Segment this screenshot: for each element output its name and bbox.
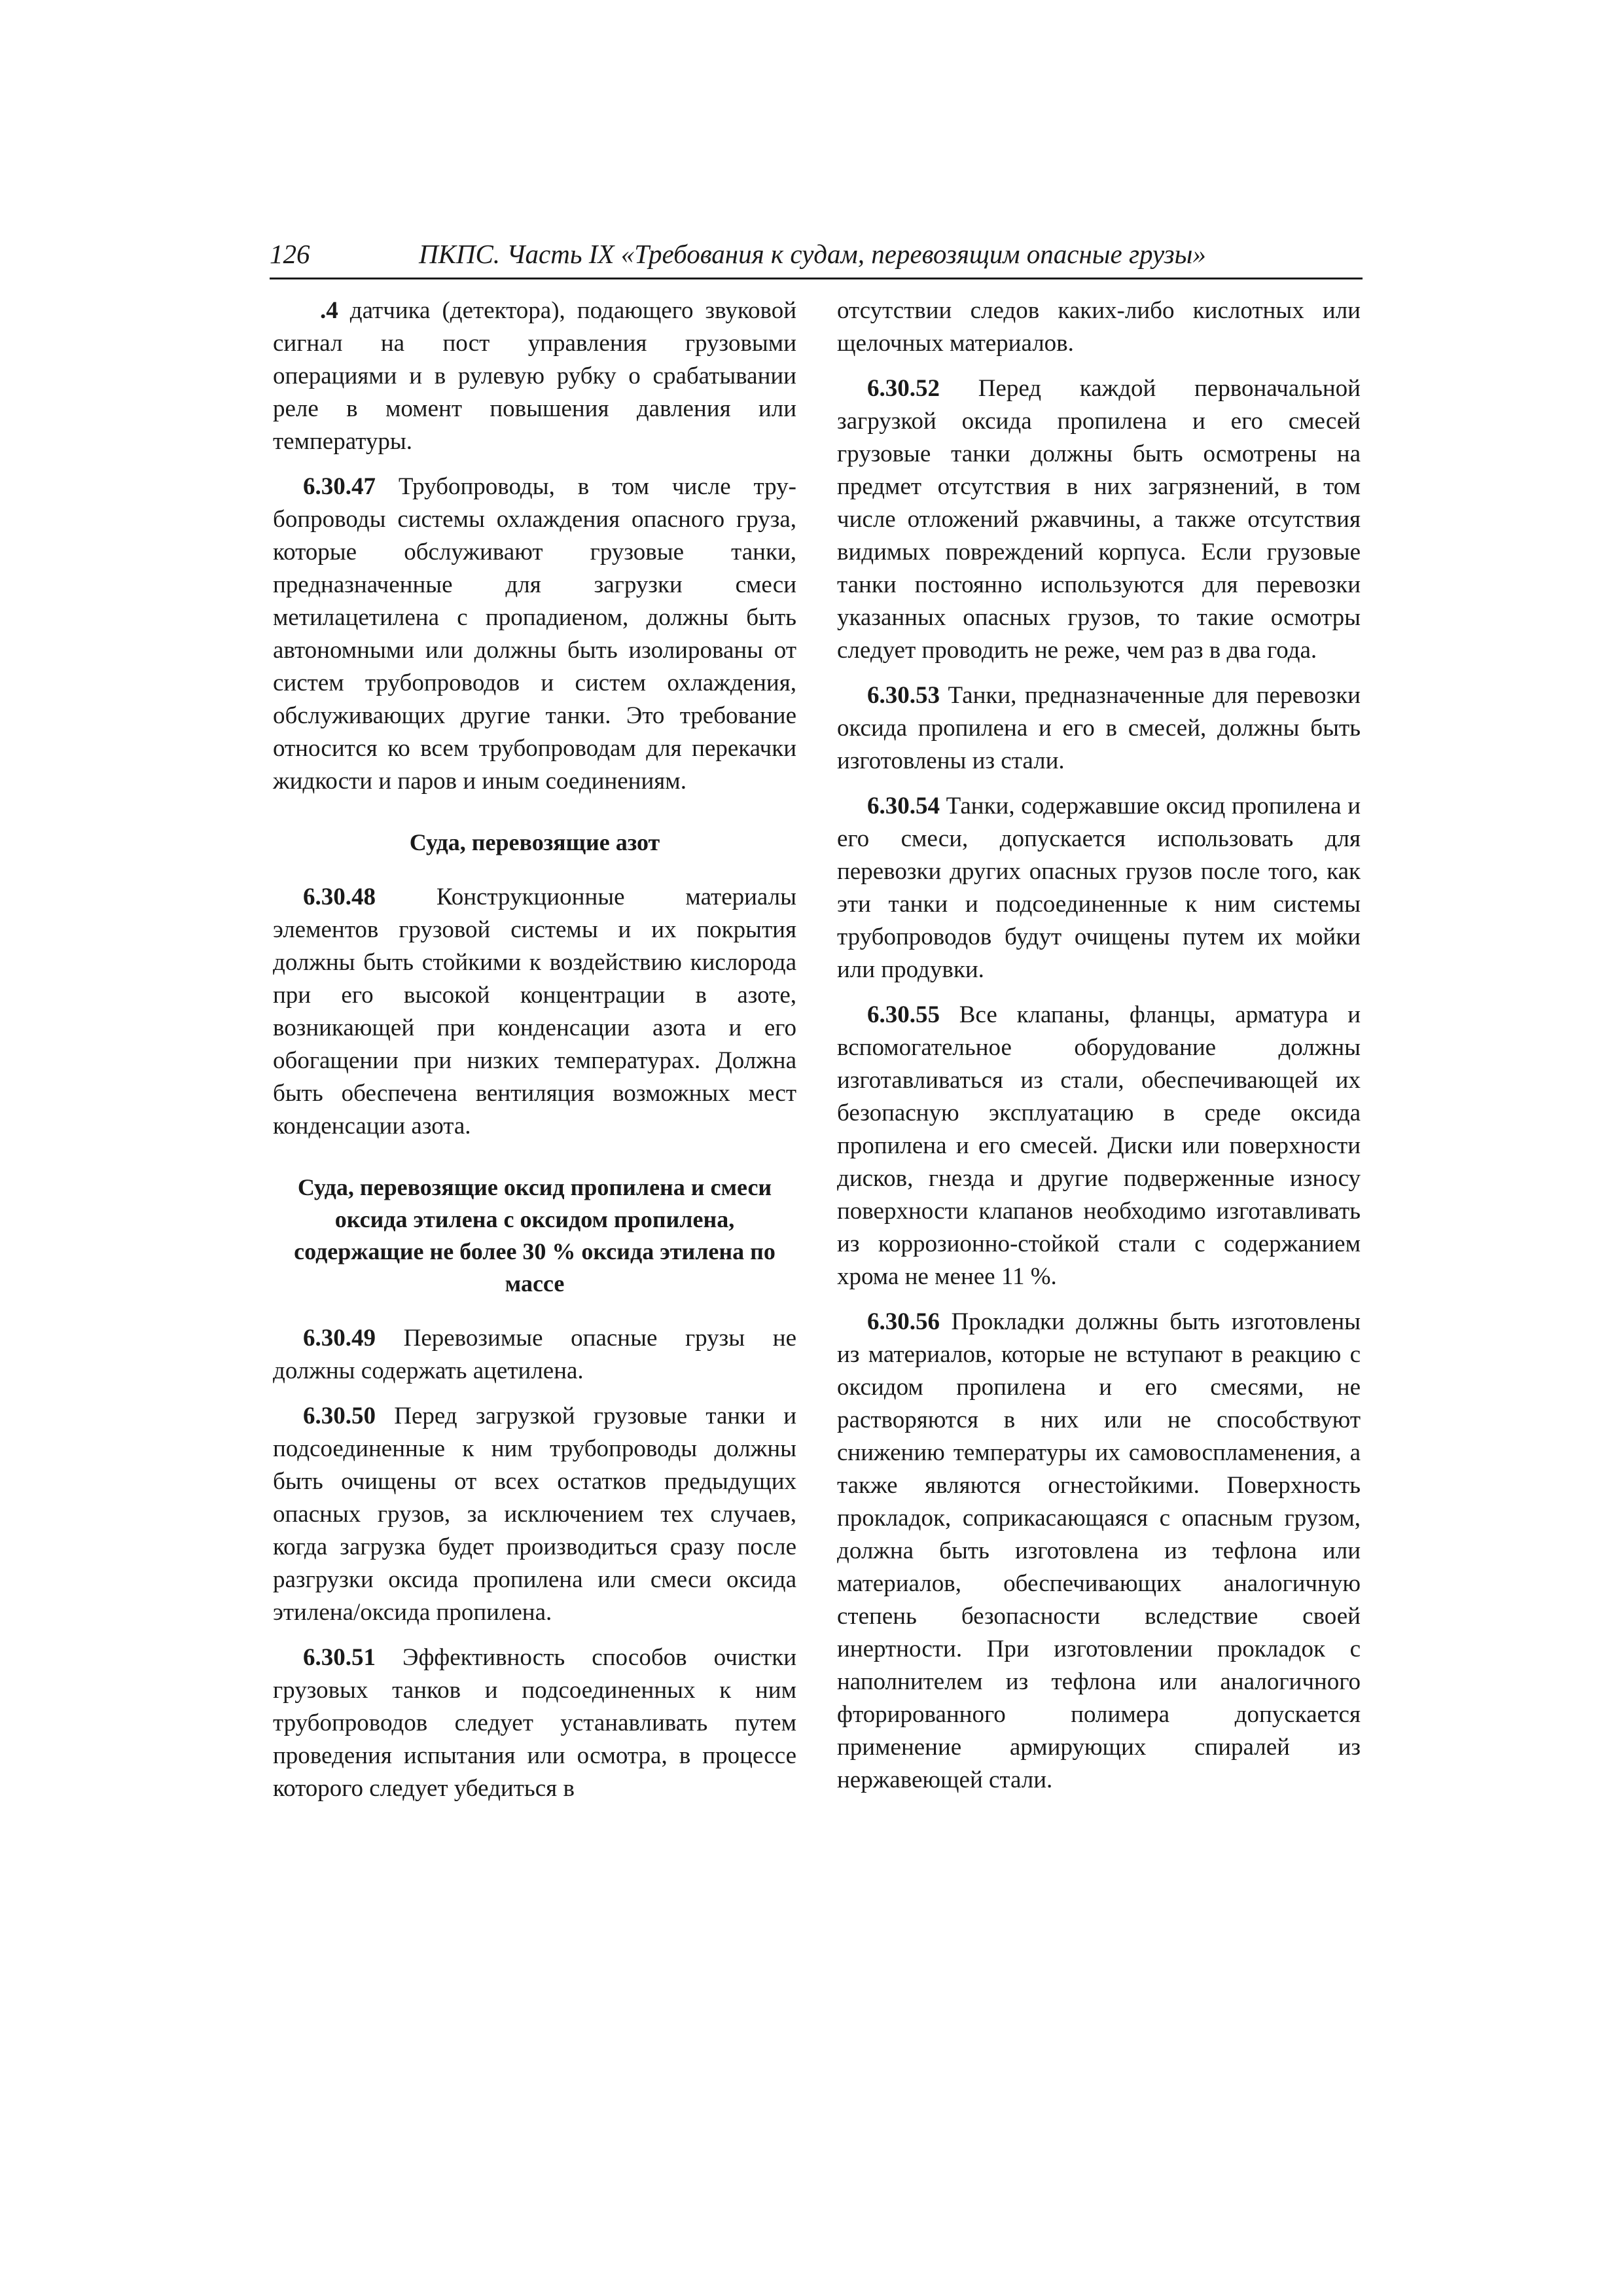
paragraph-6-30-53	[837, 679, 1361, 778]
clause-number: 6.30.55	[867, 1001, 940, 1028]
paragraph-6-30-55	[837, 999, 1361, 1293]
paragraph-text: датчика (детектора), подающего звуковой сигнал на пост управления грузовыми операциями и в рулевую рубку о срабатывании реле в момент повышения давления или температуры.	[273, 297, 796, 455]
paragraph-item-4	[273, 295, 796, 458]
paragraph-6-30-49	[273, 1322, 796, 1388]
clause-number: 6.30.52	[867, 375, 940, 402]
paragraph-6-30-47	[273, 471, 796, 798]
clause-number: 6.30.47	[303, 473, 376, 500]
clause-number: 6.30.51	[303, 1644, 376, 1671]
clause-number: 6.30.48	[303, 884, 376, 910]
paragraph-6-30-50	[273, 1400, 796, 1629]
left-column	[273, 295, 796, 1818]
paragraph-6-30-52	[837, 372, 1361, 667]
paragraph-6-30-54	[837, 790, 1361, 986]
paragraph-text: Перед загрузкой грузовые танки и подсоединенные к ним трубопроводы должны быть очищены от всех остатков предыдущих опасных грузов, за исключением тех случаев, когда загрузка будет производиться сразу после разгрузки оксида пропилена или смеси оксида этилена/оксида пропилена.	[273, 1403, 796, 1626]
clause-number: 6.30.53	[867, 682, 940, 709]
paragraph-6-30-51	[273, 1641, 796, 1805]
right-column	[837, 295, 1361, 1809]
paragraph-6-30-56	[837, 1306, 1361, 1797]
paragraph-text: Конструкционные материалы элементов грузовой системы и их покрытия должны быть стойкими к воздействию кислорода при его высокой концентрации в азоте, возникающей при конденсации азота и его обогащении при низких температурах. Должна быть обеспечена вентиляция возможных мест конденсации азота.	[273, 884, 796, 1139]
clause-number: 6.30.54	[867, 793, 940, 819]
paragraph-text: Трубопроводы, в том числе трубопроводы системы охлаждения опасного груза, которые обслуживают грузовые танки, предназначенные для загрузки смеси метилацетилена с пропадиеном, должны быть автономными или должны быть изолированы от систем трубопроводов и систем охлаждения, обслуживающих другие танки. Это требование относится ко всем трубопроводам для перекачки жидкости и паров и иным соединениям.	[273, 473, 796, 795]
paragraph-text: Эффективность способов очистки грузовых танков и подсоединенных к ним трубопроводов следует устанавливать путем проведения испытания или осмотра, в процессе которого следует убедиться в	[273, 1644, 796, 1802]
paragraph-text: Танки, предназначенные для перевозки оксида пропилена и его в смесей, должны быть изготовлены из стали.	[837, 682, 1361, 774]
clause-number: 6.30.50	[303, 1403, 376, 1429]
section-heading-nitrogen: Суда, перевозящие азот	[409, 829, 660, 855]
paragraph-text: Перед каждой первоначальной загрузкой оксида пропилена и его смесей грузовые танки должны быть осмотрены на предмет отсутствия в них загрязнений, в том числе отложений ржавчины, а также отсутствия видимых повреждений корпуса. Если грузовые танки постоянно используются для перевозки указанных опасных грузов, то такие осмотры следует проводить не реже, чем раз в два года.	[837, 375, 1361, 664]
paragraph-6-30-48	[273, 881, 796, 1143]
page-number: 126	[270, 239, 310, 269]
clause-number: 6.30.49	[303, 1325, 376, 1352]
paragraph-text: Перевозимые опасные грузы не должны содержать ацетилена.	[273, 1325, 796, 1384]
paragraph-text: Все клапаны, фланцы, арматура и вспомогательное оборудование должны изготавливаться из стали, обеспечивающей их безопасную эксплуатацию в среде оксида пропилена и его смесей. Диски или поверхности дисков, гнезда и другие подверженные износу поверхности клапанов необходимо изготавливать из коррозионно-стойкой стали с содержанием хрома не менее 11 %.	[837, 1001, 1361, 1290]
paragraph-continuation: отсутствии следов каких-либо кислотных или щелочных материалов.	[837, 297, 1361, 357]
running-header	[270, 233, 1363, 279]
paragraph-text: Танки, содержавшие оксид пропилена и его смеси, допускается использовать для перевозки других опасных грузов после того, как эти танки и подсоединенные к ним системы трубопроводов будут очищены путем их мойки или продувки.	[837, 793, 1361, 983]
running-header-title: ПКПС. Часть IX «Требования к судам, перевозящим опасные грузы»	[419, 239, 1206, 269]
clause-number: 6.30.56	[867, 1308, 940, 1335]
paragraph-text: Прокладки должны быть изготовлены из материалов, которые не вступают в реакцию с оксидом пропилена и его смесями, не растворяются в них или не способствуют снижению температуры их самовоспламенения, а также являются огнестойкими. Поверхность прокладок, соприкасающаяся с опасным грузом, должна быть изготовлена из тефлона или материалов, обеспечивающих аналогичную степень безопасности вследствие своей инертности. При изготовлении прокладок с наполнителем из тефлона или аналогичного фторированного полимера допускается применение армирующих спиралей из нержавеющей стали.	[837, 1308, 1361, 1793]
section-heading-propylene-oxide: Суда, перевозящие оксид пропилена и смеси оксида этилена с оксидом пропилена, содержащие не более 30 % оксида этилена по массе	[294, 1174, 776, 1297]
clause-number: .4	[320, 297, 338, 324]
